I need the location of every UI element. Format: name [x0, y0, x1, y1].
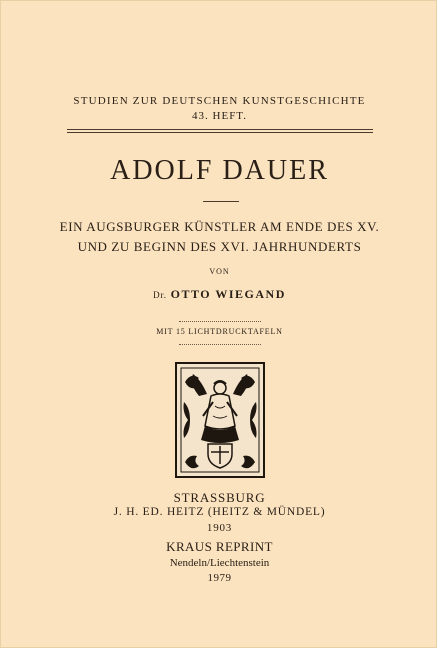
imprint-year: 1903 [206, 522, 233, 534]
title-divider [203, 201, 239, 202]
by-label: VON [209, 267, 230, 276]
plates-note: MIT 15 LICHTDRUCKTAFELN [156, 327, 283, 336]
dotted-rule-top [179, 321, 261, 322]
book-title: ADOLF DAUER [110, 155, 329, 186]
dotted-rule-bottom [179, 344, 261, 345]
printer-device-emblem-icon [175, 362, 265, 478]
reprint-publisher: KRAUS REPRINT [166, 539, 273, 554]
author-line [1, 287, 437, 302]
subtitle-line-1: EIN AUGSBURGER KÜNSTLER AM ENDE DES XV. [59, 219, 380, 234]
subtitle-line-2: UND ZU BEGINN DES XVI. JAHRHUNDERTS [77, 239, 362, 254]
imprint-publisher: J. H. ED. HEITZ (HEITZ & MÜNDEL) [113, 506, 326, 518]
reprint-place: Nendeln/Liechtenstein [169, 557, 270, 569]
author-prefix: Dr. [153, 290, 167, 300]
series-number: 43. HEFT. [192, 110, 247, 122]
double-rule-divider [67, 129, 373, 133]
series-title: STUDIEN ZUR DEUTSCHEN KUNSTGESCHICHTE [73, 95, 366, 107]
author-name: OTTO WIEGAND [170, 287, 286, 301]
imprint-city: STRASSBURG [173, 490, 266, 505]
reprint-year: 1979 [207, 572, 232, 584]
